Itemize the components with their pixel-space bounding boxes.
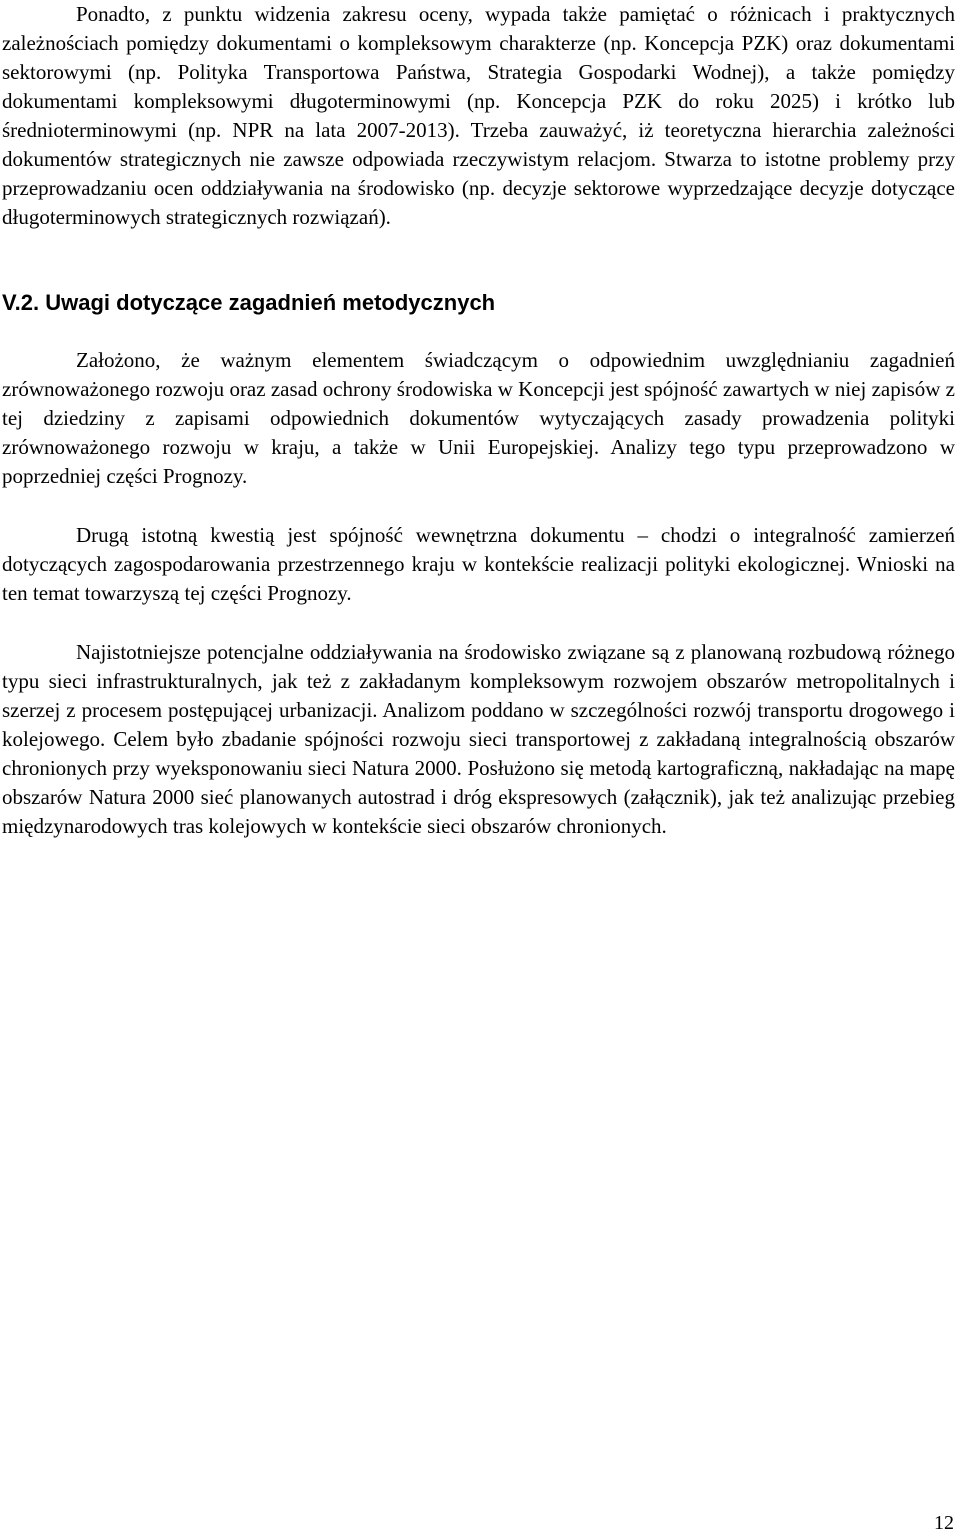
paragraph-impacts: Najistotniejsze potencjalne oddziaływania na środowisko związane są z planowaną rozbudową różnego typu sieci infrastrukturalnych, jak też z zakładanym kompleksowym rozwojem obszarów metropolitalnych i szerzej z procesem postępującej urbanizacji. Analizom poddano w szczególności rozwój transportu drogowego i kolejowego. Celem było zbadanie spójności rozwoju sieci transportowej z zakładaną integralnością obszarów chronionych przy wyeksponowaniu sieci Natura 2000. Posłużono się metodą kartograficzną, nakładając na mapę obszarów Natura 2000 sieć planowanych autostrad i dróg ekspresowych (załącznik), jak też analizując przebieg międzynarodowych tras kolejowych w kontekście sieci obszarów chronionych. (2, 640, 955, 838)
section-heading: V.2. Uwagi dotyczące zagadnień metodycznych (2, 290, 496, 315)
paragraph-internal-consistency: Drugą istotną kwestią jest spójność wewnętrzna dokumentu – chodzi o integralność zamierzeń dotyczących zagospodarowania przestrzennego kraju w kontekście realizacji polityki ekologicznej. Wnioski na ten temat towarzyszą tej części Prognozy. (2, 523, 955, 605)
paragraph-methodology: Założono, że ważnym elementem świadczącym o odpowiednim uwzględnianiu zagadnień zrównoważonego rozwoju oraz zasad ochrony środowiska w Koncepcji jest spójność zawartych w niej zapisów z tej dziedziny z zapisami odpowiednich dokumentów wytyczających zasady prowadzenia polityki zrównoważonego rozwoju w kraju, a także w Unii Europejskiej. Analizy tego typu przeprowadzono w poprzedniej części Prognozy. (2, 348, 955, 488)
page-number: 12 (934, 1512, 954, 1534)
intro-paragraph: Ponadto, z punktu widzenia zakresu oceny, wypada także pamiętać o różnicach i praktycznych zależnościach pomiędzy dokumentami o kompleksowym charakterze (np. Koncepcja PZK) oraz dokumentami sektorowymi (np. Polityka Transportowa Państwa, Strategia Gospodarki Wodnej), a także pomiędzy dokumentami kompleksowymi długoterminowymi (np. Koncepcja PZK do roku 2025) i krótko lub średnioterminowymi (np. NPR na lata 2007-2013). Trzeba zauważyć, iż teoretyczna hierarchia zależności dokumentów strategicznych nie zawsze odpowiada rzeczywistym relacjom. Stwarza to istotne problemy przy przeprowadzaniu ocen oddziaływania na środowisko (np. decyzje sektorowe wyprzedzające decyzje dotyczące długoterminowych strategicznych rozwiązań). (2, 2, 955, 229)
